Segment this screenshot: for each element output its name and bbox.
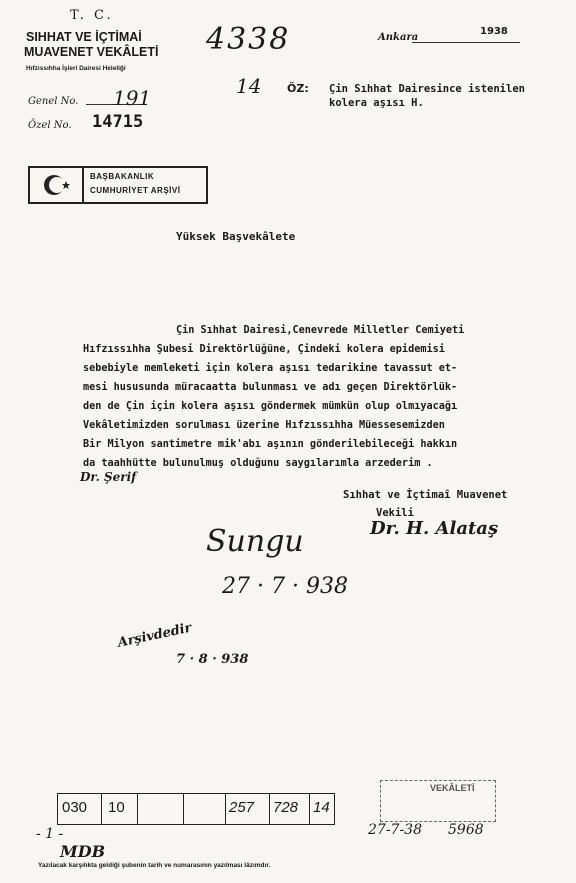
body-line: den de Çin için kolera aşısı göndermek mümkün olup olmıyacağı bbox=[83, 401, 458, 412]
ozel-no-value: 14715 bbox=[92, 112, 144, 132]
crescent-star-icon bbox=[40, 172, 72, 198]
signature-handwritten: Dr. H. Alataş bbox=[370, 518, 499, 539]
letterhead-ministry-line2: MUAVENET VEKÂLETİ bbox=[24, 45, 159, 59]
initials-handwritten: Dr. Şerif bbox=[80, 470, 137, 484]
genel-no-value: 191 bbox=[113, 86, 152, 110]
subject-line2: kolera aşısı H. bbox=[329, 97, 424, 109]
handwritten-sungu: Sungu bbox=[206, 524, 304, 559]
handwritten-mdb: MDB bbox=[60, 842, 106, 861]
filing-cell-text: 10 bbox=[108, 799, 125, 816]
handwritten-date-1: 27 · 7 · 938 bbox=[222, 574, 348, 599]
ozel-no-label: Özel No. bbox=[28, 120, 72, 131]
filing-cell-text: 257 bbox=[229, 799, 255, 816]
body-line: sebebiyle memleketi için kolera aşısı tedarikine tavassut et- bbox=[83, 363, 458, 374]
archive-stamp bbox=[28, 166, 208, 204]
handwritten-number: 4338 bbox=[206, 22, 291, 57]
body-line: Vekâletimizden sorulması üzerine Hıfzıssıhha Müessesemizden bbox=[83, 420, 445, 431]
filing-cell bbox=[309, 793, 335, 825]
archive-stamp-line2: CUMHURİYET ARŞİVİ bbox=[90, 186, 181, 195]
date-stamp: 1938 bbox=[480, 26, 508, 37]
city-label: Ankara bbox=[378, 32, 419, 43]
letterhead-tc: T. C. bbox=[70, 8, 114, 23]
handwritten-bottom-number: 5968 bbox=[448, 822, 484, 838]
filing-cell bbox=[183, 793, 227, 825]
filing-cell-text: 728 bbox=[273, 799, 299, 816]
footer-note: Yazılacak karşılıkta geldiği şubenin tarih ve numarasının yazılması lâzımdır. bbox=[38, 862, 271, 869]
side-mark: 14 bbox=[236, 74, 262, 98]
letterhead-department: Hıfzıssıhha İşleri Dairesi Heleliği bbox=[26, 65, 126, 72]
handwritten-page-mark: - 1 - bbox=[36, 826, 64, 842]
filing-cell bbox=[57, 793, 103, 825]
handwritten-date-2: 7 · 8 · 938 bbox=[176, 652, 249, 667]
body-line: Bir Milyon santimetre mik'abı aşının gönderilebileceği hakkın bbox=[83, 439, 458, 450]
subject-label: ÖZ: bbox=[287, 82, 309, 95]
body-line: Çin Sıhhat Dairesi,Cenevrede Milletler Cemiyeti bbox=[176, 325, 465, 336]
filing-cell-text: 14 bbox=[313, 799, 330, 816]
signature-title-line2: Vekili bbox=[376, 507, 414, 519]
filing-cell bbox=[137, 793, 185, 825]
body-line: mesi hususunda müracaatta bulunması ve adı geçen Direktörlük- bbox=[83, 382, 458, 393]
addressee: Yüksek Başvekâlete bbox=[176, 230, 296, 243]
subject-line1: Çin Sıhhat Dairesince istenilen bbox=[329, 83, 525, 95]
body-line: Hıfzıssıhha Şubesi Direktörlüğüne, Çindeki kolera epidemisi bbox=[83, 344, 445, 355]
genel-no-label: Genel No. bbox=[28, 96, 79, 107]
letterhead-ministry-line1: SIHHAT VE İÇTİMAİ bbox=[26, 30, 142, 44]
archive-stamp-line1: BAŞBAKANLIK bbox=[90, 172, 155, 181]
filing-cell-text: 030 bbox=[62, 799, 88, 816]
date-underline bbox=[412, 42, 520, 43]
handwritten-archive-note: Arşivdedir bbox=[116, 620, 193, 651]
filing-cell bbox=[101, 793, 139, 825]
filing-cell bbox=[269, 793, 311, 825]
archive-stamp-divider bbox=[82, 168, 84, 202]
filing-cell bbox=[225, 793, 271, 825]
registry-stamp-text: VEKÂLETİ bbox=[430, 783, 475, 793]
body-line: da taahhütte bulunulmuş olduğunu saygılarımla arzederim . bbox=[83, 458, 433, 469]
signature-title-line1: Sıhhat ve İçtimaî Muavenet bbox=[343, 489, 508, 501]
handwritten-bottom-date: 27-7-38 bbox=[368, 822, 422, 838]
